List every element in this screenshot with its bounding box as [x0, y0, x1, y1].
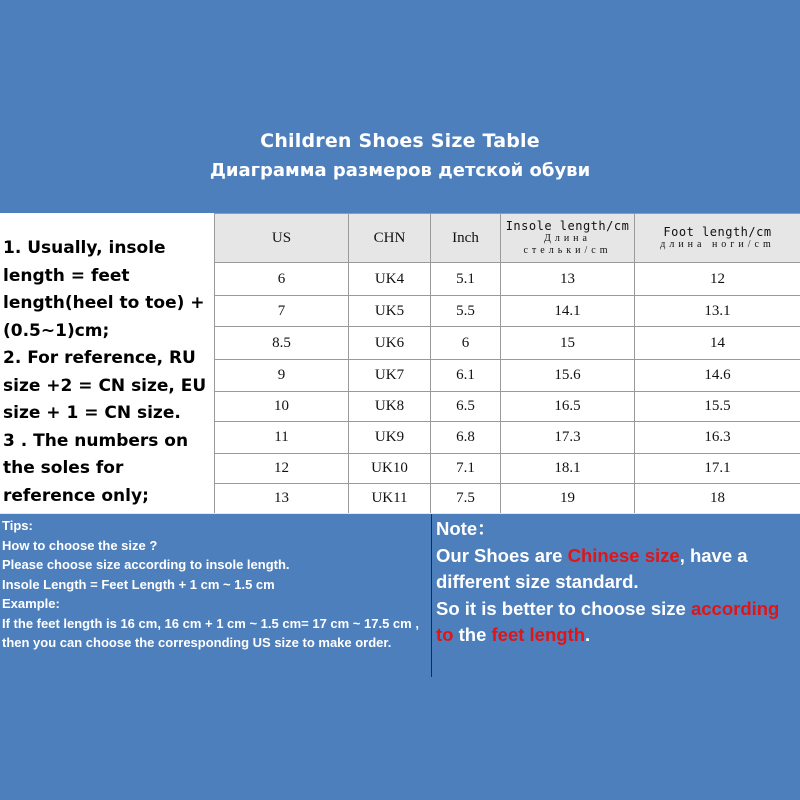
- cell-inch: 5.5: [431, 296, 501, 327]
- cell-insole: 14.1: [501, 296, 635, 327]
- cell-insole: 15: [501, 327, 635, 360]
- note-heading: Note：: [436, 518, 496, 539]
- cell-us: 9: [215, 360, 349, 392]
- table-row: [215, 296, 800, 327]
- note-section: [436, 516, 798, 649]
- note-highlight: according to: [436, 597, 780, 645]
- cell-insole: 13: [501, 263, 635, 296]
- tips-instruction: Please choose size according to insole length.: [2, 557, 290, 572]
- cell-inch: 6.8: [431, 422, 501, 454]
- cell-chn: UK5: [349, 296, 431, 327]
- cell-foot: 17.1: [635, 454, 800, 484]
- cell-us: 12: [215, 454, 349, 484]
- header-us: US: [215, 214, 349, 263]
- title-english: Children Shoes Size Table: [260, 130, 540, 152]
- column-divider: [431, 514, 432, 677]
- tips-formula: Insole Length = Feet Length + 1 cm ~ 1.5 cm: [2, 576, 275, 592]
- cell-us: 13: [215, 484, 349, 514]
- cell-chn: UK9: [349, 422, 431, 454]
- note-highlight: feet length: [491, 624, 586, 645]
- note-text: So it is better to choose size: [436, 597, 691, 619]
- cell-insole: 16.5: [501, 392, 635, 422]
- table-row: [215, 454, 800, 484]
- cell-insole: 17.3: [501, 422, 635, 454]
- usage-notes: [0, 213, 214, 513]
- header-foot-en: Foot length/cm: [663, 225, 772, 239]
- table-row: [215, 392, 800, 422]
- cell-chn: UK7: [349, 360, 431, 392]
- table-row: [215, 484, 800, 514]
- cell-inch: 7.5: [431, 484, 501, 514]
- note-text: .: [585, 624, 591, 645]
- note-text: Our Shoes are: [436, 544, 568, 566]
- header-insole: [501, 214, 635, 263]
- cell-us: 11: [215, 422, 349, 454]
- cell-foot: 14: [635, 327, 800, 360]
- size-table: [214, 213, 800, 514]
- cell-foot: 12: [635, 263, 800, 296]
- cell-chn: UK8: [349, 392, 431, 422]
- section-divider: [0, 513, 800, 514]
- table-row: [215, 263, 800, 296]
- cell-foot: 14.6: [635, 360, 800, 392]
- note-item-2: 2. For reference, RU size +2 = CN size, EU size + 1 = CN size.: [3, 348, 207, 423]
- cell-chn: UK6: [349, 327, 431, 360]
- tips-question: How to choose the size ?: [2, 537, 158, 553]
- header-foot: [635, 214, 800, 263]
- tips-example-text: If the feet length is 16 cm, 16 cm + 1 cm ~ 1.5 cm= 17 cm ~ 17.5 cm , then you can choose the corresponding US size to make order.: [2, 615, 419, 650]
- cell-foot: 16.3: [635, 422, 800, 454]
- cell-foot: 18: [635, 484, 800, 514]
- cell-chn: UK10: [349, 454, 431, 484]
- tips-heading: Tips:: [2, 518, 33, 533]
- tips-section: [2, 516, 430, 653]
- note-line-1: [436, 543, 798, 596]
- cell-us: 6: [215, 263, 349, 296]
- cell-us: 7: [215, 296, 349, 327]
- table-body: [215, 263, 800, 514]
- title-block: [0, 130, 800, 181]
- header-inch: Inch: [431, 214, 501, 263]
- cell-foot: 15.5: [635, 392, 800, 422]
- cell-insole: 15.6: [501, 360, 635, 392]
- note-item-3: 3 . The numbers on the soles for reference only;: [3, 430, 189, 506]
- table-header-row: [215, 214, 800, 263]
- cell-inch: 6.5: [431, 392, 501, 422]
- cell-inch: 5.1: [431, 263, 501, 296]
- cell-inch: 6.1: [431, 360, 501, 392]
- cell-insole: 18.1: [501, 454, 635, 484]
- header-insole-ru: Длина стельки/cm: [523, 233, 612, 256]
- note-line-2: [436, 596, 798, 649]
- header-insole-en: Insole length/cm: [505, 219, 630, 233]
- cell-chn: UK4: [349, 263, 431, 296]
- note-item-1: 1. Usually, insole length = feet length(heel to toe) + (0.5~1)cm;: [3, 238, 205, 341]
- note-text: the: [453, 624, 492, 645]
- tips-example-label: Example:: [2, 596, 60, 611]
- table-row: [215, 327, 800, 360]
- cell-insole: 19: [501, 484, 635, 514]
- cell-inch: 6: [431, 327, 501, 360]
- header-chn: CHN: [349, 214, 431, 263]
- table-row: [215, 360, 800, 392]
- cell-foot: 13.1: [635, 296, 800, 327]
- cell-chn: UK11: [349, 484, 431, 514]
- header-foot-ru: длина ноги/cm: [660, 239, 775, 250]
- note-highlight: Chinese size: [567, 544, 680, 566]
- table-row: [215, 422, 800, 454]
- note-text: , have a different size standard.: [436, 544, 748, 592]
- title-russian: Диаграмма размеров детской обуви: [209, 160, 591, 181]
- cell-us: 10: [215, 392, 349, 422]
- cell-us: 8.5: [215, 327, 349, 360]
- cell-inch: 7.1: [431, 454, 501, 484]
